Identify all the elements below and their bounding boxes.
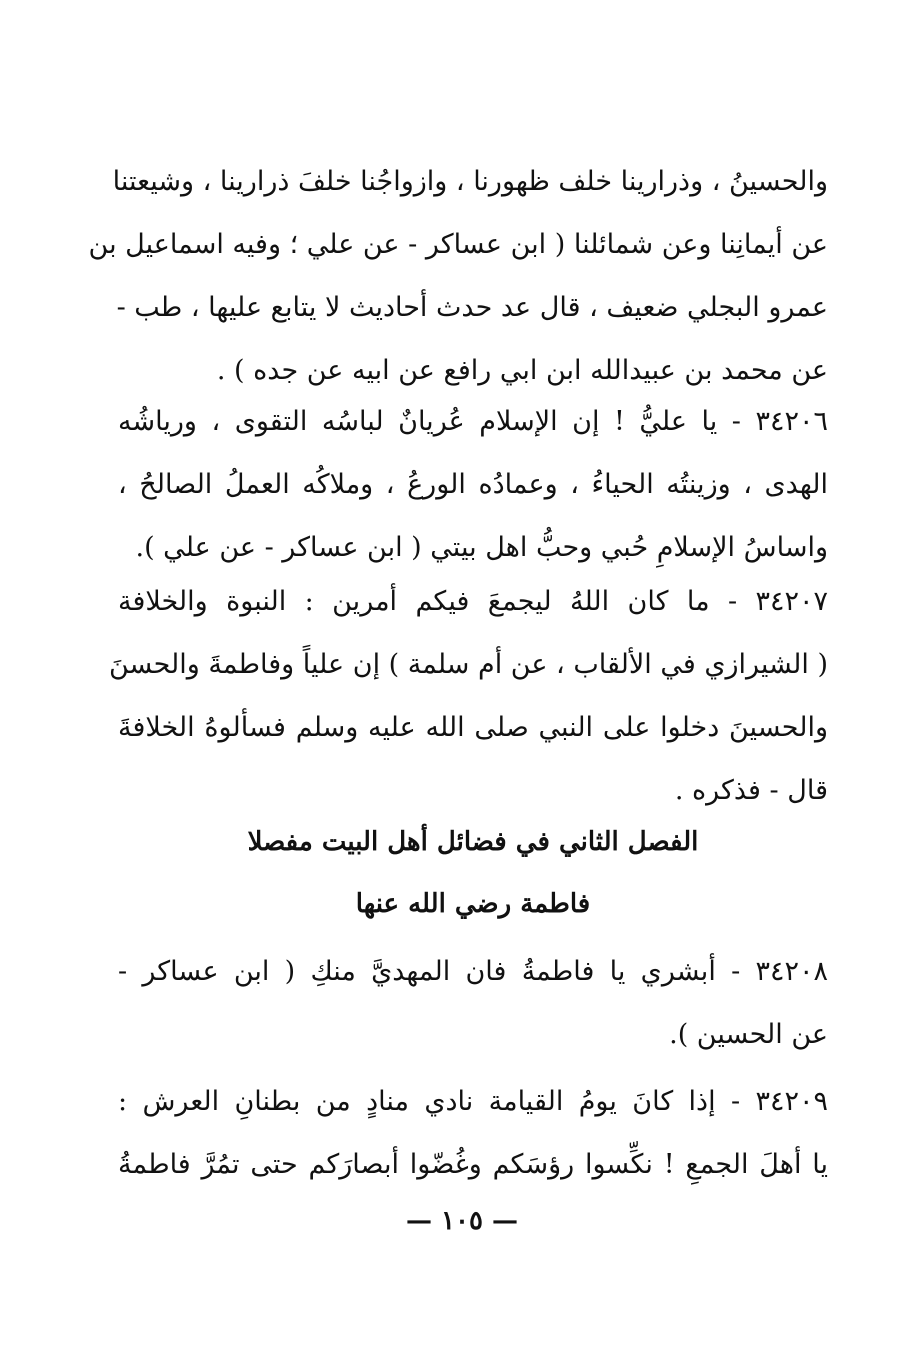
hadith-34207 <box>108 570 828 822</box>
chapter-heading: الفصل الثاني في فضائل أهل البيت مفصلا <box>247 827 699 857</box>
page-number: — ١٠٥ — <box>405 1206 519 1236</box>
text-line: عمرو البجلي ضعيف ، قال عد حدث أحاديث لا يتابع عليها ، طب - <box>116 292 828 323</box>
section-heading: فاطمة رضي الله عنها <box>355 889 591 919</box>
text-line: عن محمد بن عبيدالله ابن ابي رافع عن ابيه عن جده ) . <box>216 355 828 386</box>
hadith-34208 <box>118 940 828 1066</box>
paragraph-continuation <box>88 150 828 402</box>
text-line: ٣٤٢٠٦ - يا عليُّ ! إن الإسلام عُريانٌ لباسُه التقوى ، ورياشُه <box>118 406 828 437</box>
text-line: ٣٤٢٠٩ - إذا كانَ يومُ القيامة نادي منادٍ من بطنانِ العرش : <box>118 1086 828 1117</box>
text-line: عن الحسين ). <box>669 1019 828 1050</box>
text-line: ٣٤٢٠٨ - أبشري يا فاطمةُ فان المهديَّ منكِ ( ابن عساكر - <box>118 956 828 987</box>
text-line: عن أيمانِنا وعن شمائلنا ( ابن عساكر - عن علي ؛ وفيه اسماعيل بن <box>88 229 828 260</box>
text-line: يا أهلَ الجمعِ ! نكِّسوا رؤسَكم وغُضّوا أبصارَكم حتى تمُرَّ فاطمةُ <box>118 1149 828 1180</box>
text-line: قال - فذكره . <box>674 775 828 806</box>
hadith-34209 <box>118 1070 828 1196</box>
text-line: واساسُ الإسلامِ حُبي وحبُّ اهل بيتي ( ابن عساكر - عن علي ). <box>135 532 828 563</box>
text-line: والحسينَ دخلوا على النبي صلى الله عليه وسلم فسألوهُ الخلافةَ <box>118 712 828 743</box>
text-line: والحسينُ ، وذرارينا خلف ظهورنا ، وازواجُنا خلفَ ذرارينا ، وشيعتنا <box>112 166 828 197</box>
text-line: الهدى ، وزينتُه الحياءُ ، وعمادُه الورعُ ، وملاكُه العملُ الصالحُ ، <box>118 469 828 500</box>
hadith-34206 <box>118 390 828 579</box>
text-line: ( الشيرازي في الألقاب ، عن أم سلمة ) إن علياً وفاطمةَ والحسنَ <box>108 649 828 680</box>
text-line: ٣٤٢٠٧ - ما كان اللهُ ليجمعَ فيكم أمرين : النبوة والخلافة <box>118 586 828 617</box>
